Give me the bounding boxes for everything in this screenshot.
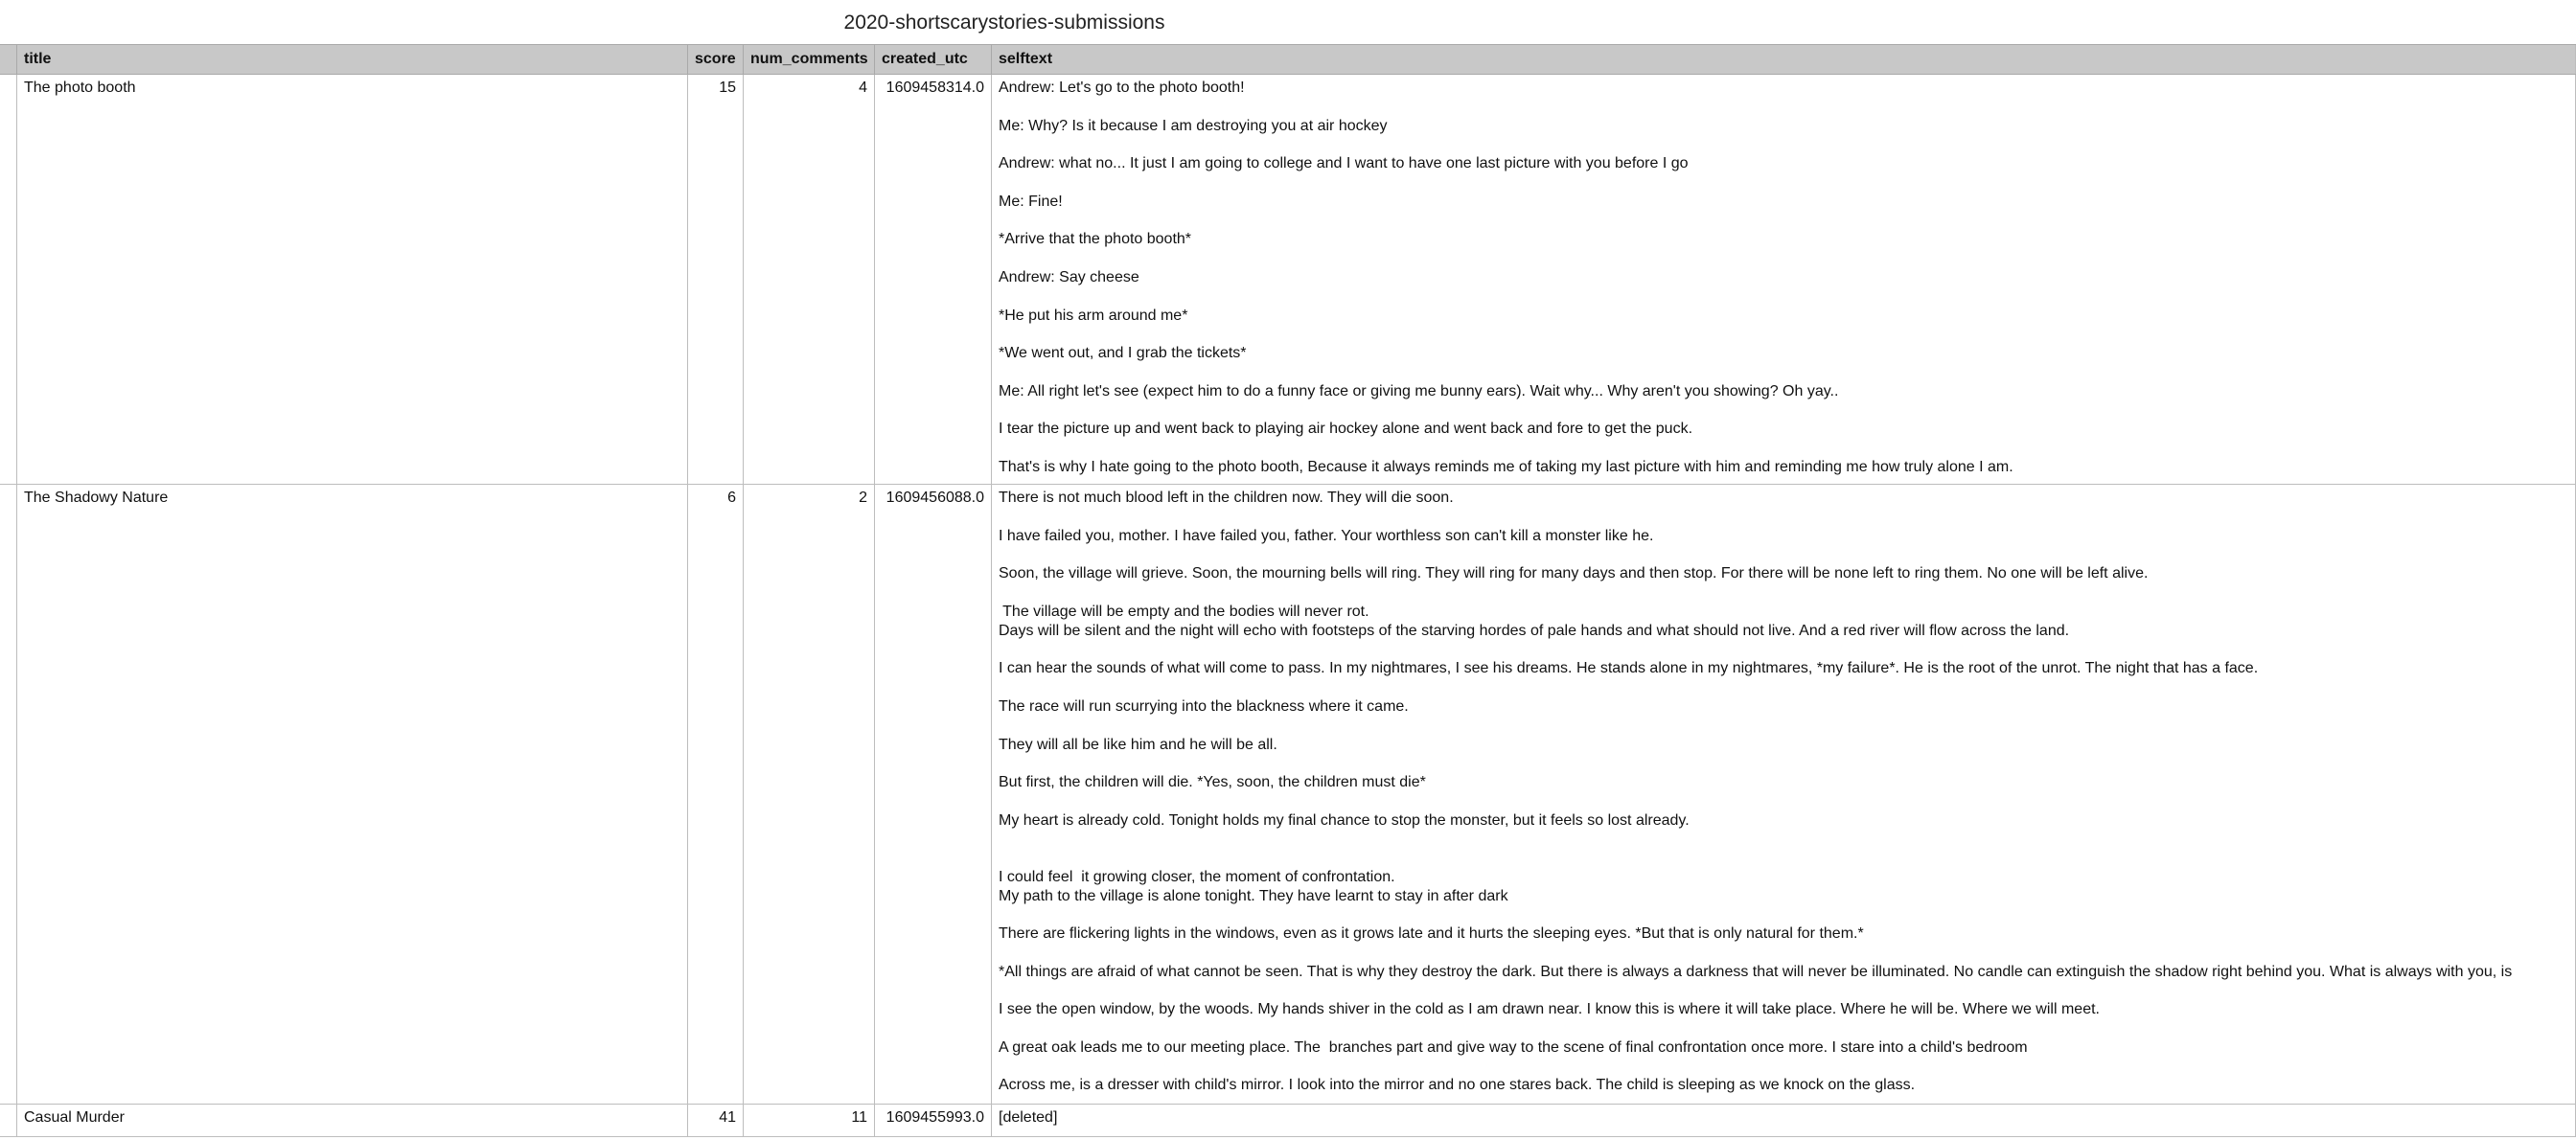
selftext-paragraph: Soon, the village will grieve. Soon, the mourning bells will ring. They will ring for many days and then stop. For there will be none left to ring them. No one will be left alive. (999, 565, 2149, 582)
cell-num-comments[interactable]: 11 (744, 1105, 875, 1136)
selftext-paragraph: That's is why I hate going to the photo booth, Because it always reminds me of taking my last picture with him and reminding me how truly alone I am. (999, 458, 2013, 475)
table-row (0, 485, 2576, 1105)
column-header-score[interactable]: score (688, 45, 744, 74)
selftext-paragraph: I have failed you, mother. I have failed you, father. Your worthless son can't kill a monster like he. (999, 527, 1654, 544)
selftext-paragraph: The village will be empty and the bodies will never rot. Days will be silent and the night will echo with footsteps of the starving hordes of pale hands and what should not live. And a red river will flow across the land. (999, 603, 2070, 639)
selftext-paragraph: There are flickering lights in the windows, even as it grows late and it hurts the sleeping eyes. *But that is only natural for them.* (999, 924, 1864, 942)
cell-selftext[interactable] (992, 75, 2576, 484)
selftext-paragraph: Andrew: Say cheese (999, 268, 1139, 285)
column-header-title[interactable]: title (17, 45, 688, 74)
cell-title[interactable]: The photo booth (17, 75, 688, 484)
selftext-paragraph: They will all be like him and he will be all. (999, 736, 1277, 753)
cell-score[interactable]: 6 (688, 485, 744, 1104)
cell-num-comments[interactable]: 2 (744, 485, 875, 1104)
row-number-cell[interactable] (0, 485, 17, 1104)
cell-selftext[interactable] (992, 1105, 2576, 1136)
table-row (0, 75, 2576, 485)
selftext-paragraph: My heart is already cold. Tonight holds my final chance to stop the monster, but it feels so lost already. (999, 811, 1690, 829)
selftext-paragraph: [deleted] (999, 1109, 1058, 1126)
selftext-paragraph: The race will run scurrying into the blackness where it came. (999, 697, 1409, 715)
selftext-paragraph: Across me, is a dresser with child's mirror. I look into the mirror and no one stares back. The child is sleeping as we knock on the glass. (999, 1077, 1916, 1094)
cell-score[interactable]: 41 (688, 1105, 744, 1136)
selftext-paragraph: *Arrive that the photo booth* (999, 231, 1192, 248)
cell-title[interactable]: Casual Murder (17, 1105, 688, 1136)
selftext-paragraph: Me: All right let's see (expect him to do a funny face or giving me bunny ears). Wait why... Why aren't you showing? Oh yay.. (999, 382, 1839, 399)
selftext-paragraph: I can hear the sounds of what will come to pass. In my nightmares, I see his dreams. He stands alone in my nightmares, *my failure*. He is the root of the unrot. The night that has a face. (999, 660, 2259, 677)
selftext-paragraph: A great oak leads me to our meeting place. The branches part and give way to the scene of final confrontation once more. I stare into a child's bedroom (999, 1038, 2028, 1056)
column-header-num-comments[interactable]: num_comments (744, 45, 875, 74)
selftext-paragraph: I see the open window, by the woods. My hands shiver in the cold as I am drawn near. I know this is where it will take place. Where he will be. Where we will meet. (999, 1001, 2100, 1018)
selftext-paragraph: Me: Fine! (999, 193, 1063, 210)
header-row (0, 44, 2576, 75)
cell-created-utc[interactable]: 1609455993.0 (875, 1105, 992, 1136)
column-header-selftext[interactable]: selftext (992, 45, 2576, 74)
selftext-paragraph: *He put his arm around me* (999, 307, 1188, 324)
cell-selftext[interactable] (992, 485, 2576, 1104)
selftext-paragraph: Me: Why? Is it because I am destroying you at air hockey (999, 117, 1388, 134)
selftext-paragraph: *We went out, and I grab the tickets* (999, 345, 1247, 362)
selftext-paragraph: There is not much blood left in the children now. They will die soon. (999, 490, 1454, 506)
sheet-title: 2020-shortscarystories-submissions (843, 11, 1165, 34)
row-number-cell[interactable] (0, 75, 17, 484)
row-number-header[interactable] (0, 45, 17, 74)
cell-num-comments[interactable]: 4 (744, 75, 875, 484)
column-header-created-utc[interactable]: created_utc (875, 45, 992, 74)
table-row (0, 1105, 2576, 1137)
selftext-paragraph: I tear the picture up and went back to playing air hockey alone and went back and fore to get the puck. (999, 421, 1693, 438)
selftext-paragraph: But first, the children will die. *Yes, soon, the children must die* (999, 774, 1426, 791)
selftext-paragraph: Andrew: Let's go to the photo booth! (999, 80, 1245, 96)
cell-created-utc[interactable]: 1609458314.0 (875, 75, 992, 484)
cell-score[interactable]: 15 (688, 75, 744, 484)
cell-title[interactable]: The Shadowy Nature (17, 485, 688, 1104)
selftext-paragraph: I could feel it growing closer, the moment of confrontation. My path to the village is alone tonight. They have learnt to stay in after dark (999, 869, 1508, 905)
selftext-paragraph: Andrew: what no... It just I am going to college and I want to have one last picture with you before I go (999, 155, 1689, 172)
cell-created-utc[interactable]: 1609456088.0 (875, 485, 992, 1104)
row-number-cell[interactable] (0, 1105, 17, 1136)
selftext-paragraph: *All things are afraid of what cannot be seen. That is why they destroy the dark. But there is always a darkness that will never be illuminated. No candle can extinguish the shadow right behind you. What is always with you, is (999, 963, 2513, 980)
